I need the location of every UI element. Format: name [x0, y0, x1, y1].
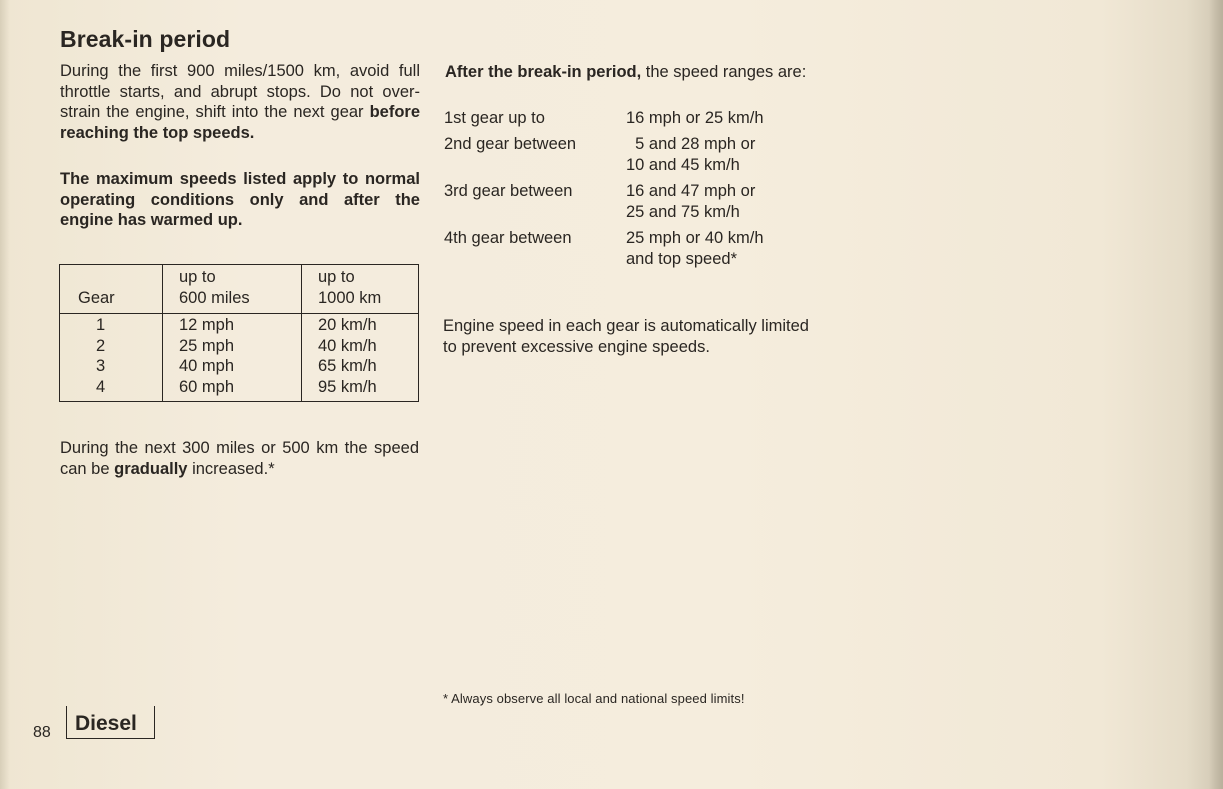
engine-limit-note: Engine speed in each gear is automatically limited to prevent excessive engine speeds. — [443, 317, 809, 356]
cell-gear: 4 — [60, 377, 163, 402]
intro-paragraph — [60, 61, 420, 143]
range-value: 25 mph or 40 km/h and top speed* — [626, 229, 764, 268]
next-period-text-end: increased.* — [187, 459, 275, 478]
after-break-in-bold: After the break-in period, — [445, 63, 642, 81]
range-value: 16 mph or 25 km/h — [626, 109, 764, 127]
list-item — [444, 228, 824, 270]
cell-kmh: 20 km/h — [302, 314, 419, 336]
intro-bold-text: before reaching the top speeds. — [60, 103, 420, 142]
range-value: 16 and 47 mph or 25 and 75 km/h — [626, 182, 756, 221]
cell-kmh: 40 km/h — [302, 336, 419, 357]
header-km: up to 1000 km — [302, 265, 419, 314]
list-item — [444, 108, 824, 129]
cell-gear: 2 — [60, 336, 163, 357]
intro-text: During the first 900 miles/1500 km, avoid full throttle starts, and abrupt stops. Do not over-strain the engine, shift into the next gear — [60, 62, 420, 121]
speed-limit-footnote: * Always observe all local and national speed limits! — [443, 691, 745, 706]
cell-gear: 1 — [60, 314, 163, 336]
after-break-in-text: the speed ranges are: — [641, 63, 807, 81]
range-gear: 3rd gear between — [444, 182, 573, 200]
speed-ranges-list — [444, 108, 824, 275]
cell-kmh: 65 km/h — [302, 356, 419, 377]
page-left-edge-shadow — [0, 0, 10, 789]
cell-mph: 12 mph — [163, 314, 302, 336]
section-tab-diesel — [66, 706, 155, 739]
header-miles: up to 600 miles — [163, 265, 302, 314]
table-row — [60, 377, 419, 402]
break-in-speed-table — [59, 264, 419, 402]
list-item — [444, 181, 824, 223]
next-period-text: During the next 300 miles or 500 km the speed can be — [60, 439, 419, 478]
section-tab-label: Diesel — [75, 712, 137, 735]
range-gear: 4th gear between — [444, 229, 572, 247]
cell-mph: 60 mph — [163, 377, 302, 402]
cell-kmh: 95 km/h — [302, 377, 419, 402]
max-speed-warning: The maximum speeds listed apply to normal operating conditions only and after the engine has warmed up. — [60, 170, 420, 229]
header-gear: Gear — [60, 265, 163, 314]
table-row — [60, 336, 419, 357]
table-header-row — [60, 265, 419, 314]
range-value: 5 and 28 mph or 10 and 45 km/h — [626, 135, 756, 174]
page-title: Break-in period — [60, 26, 231, 52]
page-right-edge-shadow — [1209, 0, 1223, 789]
table-row — [60, 314, 419, 336]
range-gear: 2nd gear between — [444, 135, 577, 153]
cell-gear: 3 — [60, 356, 163, 377]
next-period-bold: gradually — [114, 459, 188, 478]
list-item — [444, 134, 824, 176]
range-gear: 1st gear up to — [444, 109, 545, 127]
next-period-paragraph — [60, 438, 419, 479]
cell-mph: 40 mph — [163, 356, 302, 377]
cell-mph: 25 mph — [163, 336, 302, 357]
table-row — [60, 356, 419, 377]
after-break-in-heading — [445, 62, 815, 83]
page-number: 88 — [33, 724, 51, 741]
